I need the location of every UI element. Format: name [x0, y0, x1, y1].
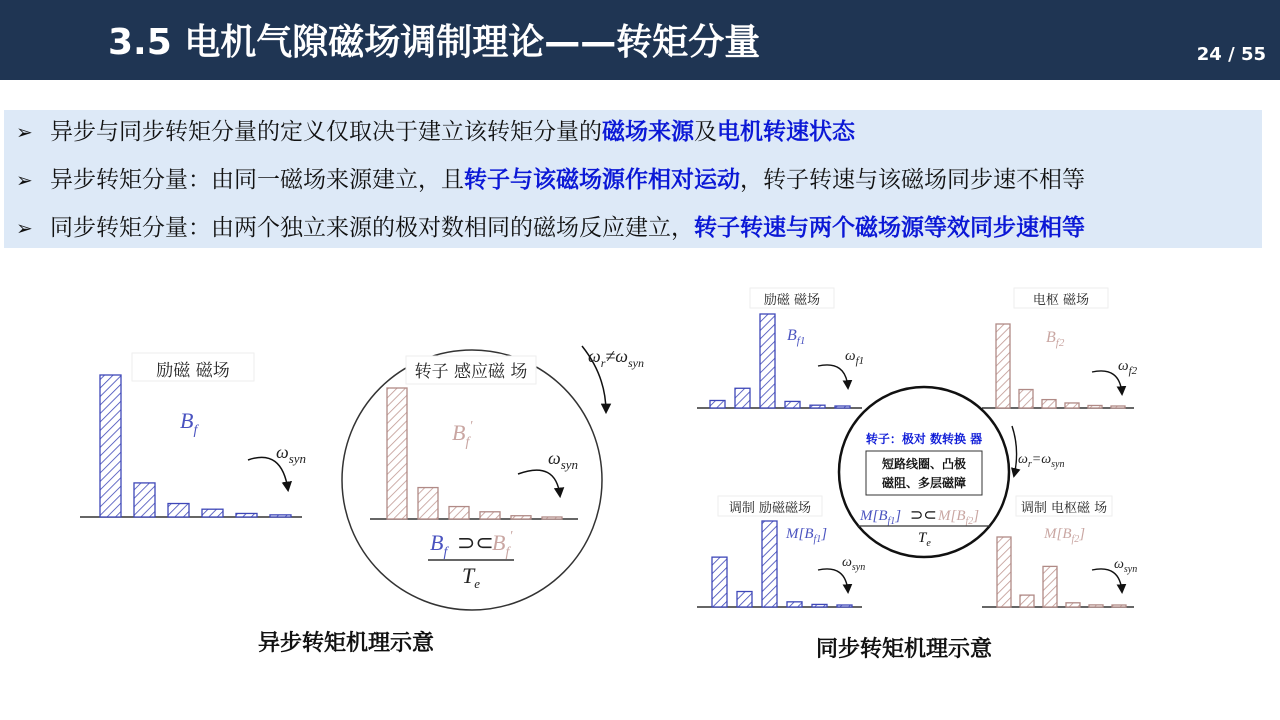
bullet-highlight: 磁场来源 [602, 119, 694, 145]
harmonic-bar [1042, 400, 1056, 408]
rotation-arrow-icon [1092, 371, 1122, 394]
harmonic-bar [202, 509, 223, 517]
harmonic-bar [168, 504, 189, 517]
bullet-3 [16, 208, 1085, 248]
bullet-1 [16, 112, 855, 152]
formula-lhs: $B_f$ [430, 530, 448, 560]
bullet-text: 及 [694, 119, 717, 145]
rotor-box-line-1: 短路线圈、凸极 [881, 457, 967, 471]
bullet-highlight: 电机转速状态 [717, 119, 855, 145]
harmonic-bar [996, 324, 1010, 408]
sync-excitation-chart [697, 288, 864, 408]
bullet-arrow-icon: ➢ [16, 216, 33, 240]
page-number: 24 / 55 [1196, 44, 1266, 65]
bar-group [710, 314, 850, 408]
bullet-text: 异步转矩分量：由同一磁场来源建立，且 [50, 167, 464, 193]
async-caption: 异步转矩机理示意 [258, 631, 435, 656]
excitation-field-label: 励磁 磁场 [763, 293, 821, 308]
bullet-highlight: 转子转速与两个磁场源等效同步速相等 [694, 215, 1085, 241]
bullet-arrow-icon: ➢ [16, 120, 33, 144]
harmonic-bar [418, 488, 438, 519]
rotation-arrow-icon [818, 569, 848, 592]
harmonic-bar [835, 406, 850, 408]
harmonic-bar [449, 507, 469, 519]
harmonic-bar [997, 537, 1011, 607]
harmonic-bar [1019, 390, 1033, 408]
modulated-armature-label: 调制 电枢磁 场 [1020, 501, 1108, 516]
mbf1-symbol: $M[B_{f1}]$ [786, 526, 828, 545]
async-rotor [342, 346, 644, 610]
rotation-arrow-icon [518, 470, 560, 496]
modulated-excitation-label: 调制 励磁磁场 [728, 501, 812, 516]
omega-f2-label: $\omega_{f2}$ [1118, 358, 1138, 377]
sync-rotor [839, 387, 1064, 557]
sync-modulated-excitation-chart [697, 496, 865, 607]
harmonic-bar [134, 483, 155, 517]
rotation-arrow-icon [1092, 569, 1122, 592]
omega-f1-label: $\omega_{f1}$ [845, 348, 865, 367]
formula-rhs: $B_f'$ [492, 529, 513, 560]
harmonic-bar [737, 592, 752, 607]
harmonic-bar [1020, 595, 1034, 607]
harmonic-bar [810, 405, 825, 408]
torque-symbol: $T_e$ [462, 563, 481, 591]
omega-syn-label: $\omega_{syn}$ [842, 555, 866, 573]
rotor-box-line-2: 磁阻、多层磁障 [881, 476, 967, 490]
bf1-symbol: $B_{f1}$ [787, 327, 806, 347]
rotor-title: 转子：极对 数转换 器 [865, 432, 983, 446]
bullet-highlight: 转子与该磁场源作相对运动 [464, 167, 740, 193]
harmonic-bar [760, 314, 775, 408]
bar-group [997, 537, 1126, 607]
interaction-operator: ⊃⊂ [910, 505, 937, 524]
interaction-operator: ⊃⊂ [457, 531, 494, 556]
harmonic-bar [1066, 603, 1080, 607]
bar-group [712, 521, 852, 607]
omega-equality: $\omega_r=\omega_{syn}$ [1018, 452, 1065, 470]
sync-armature-chart [982, 288, 1138, 408]
omega-syn-label: $\omega_{syn}$ [548, 448, 579, 472]
harmonic-bar [1089, 605, 1103, 607]
bullet-2 [16, 160, 1085, 200]
harmonic-bar [387, 388, 407, 519]
bullet-panel [4, 110, 1262, 248]
harmonic-bar [236, 513, 257, 517]
rotation-arrow-icon [248, 457, 288, 490]
harmonic-bar [100, 375, 121, 517]
harmonic-bar [735, 388, 750, 408]
bf-symbol: $B_f$ [180, 408, 198, 438]
rotor-field-label: 转子 感应磁 场 [414, 362, 528, 382]
harmonic-bar [710, 400, 725, 408]
sync-caption: 同步转矩机理示意 [816, 637, 993, 662]
harmonic-bar [837, 605, 852, 607]
omega-inequality: $\omega_r\ne\omega_{syn}$ [588, 346, 644, 370]
mbf2-symbol: $M[B_{f2}]$ [1044, 526, 1086, 545]
bar-group [100, 375, 291, 517]
omega-syn-label: $\omega_{syn}$ [1114, 557, 1138, 575]
torque-symbol: $T_e$ [918, 530, 931, 549]
bar-group [387, 388, 562, 519]
harmonic-bar [787, 602, 802, 607]
async-excitation-chart [80, 353, 306, 517]
harmonic-bar [712, 557, 727, 607]
bullet-text: ，转子转速与该磁场同步速不相等 [740, 167, 1085, 193]
torque-diagram [0, 250, 1280, 670]
harmonic-bar [270, 515, 291, 517]
excitation-field-label: 励磁 磁场 [156, 361, 230, 381]
bullet-text: 异步与同步转矩分量的定义仅取决于建立该转矩分量的 [50, 119, 602, 145]
bullet-arrow-icon: ➢ [16, 168, 33, 192]
page-title: 3.5 电机气隙磁场调制理论——转矩分量 [108, 22, 761, 63]
formula-lhs: $M[B_{f1}]$ [860, 508, 902, 527]
harmonic-bar [511, 516, 531, 519]
harmonic-bar [785, 401, 800, 408]
harmonic-bar [1112, 605, 1126, 607]
harmonic-bar [1088, 405, 1102, 408]
harmonic-bar [1043, 566, 1057, 607]
bullet-text: 同步转矩分量：由两个独立来源的极对数相同的磁场反应建立， [50, 215, 694, 241]
sync-modulated-armature-chart [982, 496, 1137, 607]
omega-syn-label: $\omega_{syn}$ [276, 442, 307, 466]
bf-prime-symbol: $B_f'$ [452, 419, 473, 450]
harmonic-bar [1065, 403, 1079, 408]
armature-field-label: 电枢 磁场 [1032, 293, 1090, 308]
formula-rhs: $M[B_{f2}]$ [938, 508, 980, 527]
harmonic-bar [1111, 406, 1125, 408]
harmonic-bar [542, 517, 562, 519]
harmonic-bar [480, 512, 500, 519]
harmonic-bar [762, 521, 777, 607]
rotor-rotation-arrow-icon [1012, 426, 1017, 476]
rotation-arrow-icon [818, 365, 848, 388]
header-bar [0, 0, 1280, 80]
harmonic-bar [812, 604, 827, 607]
bf2-symbol: $B_{f2}$ [1046, 329, 1065, 349]
